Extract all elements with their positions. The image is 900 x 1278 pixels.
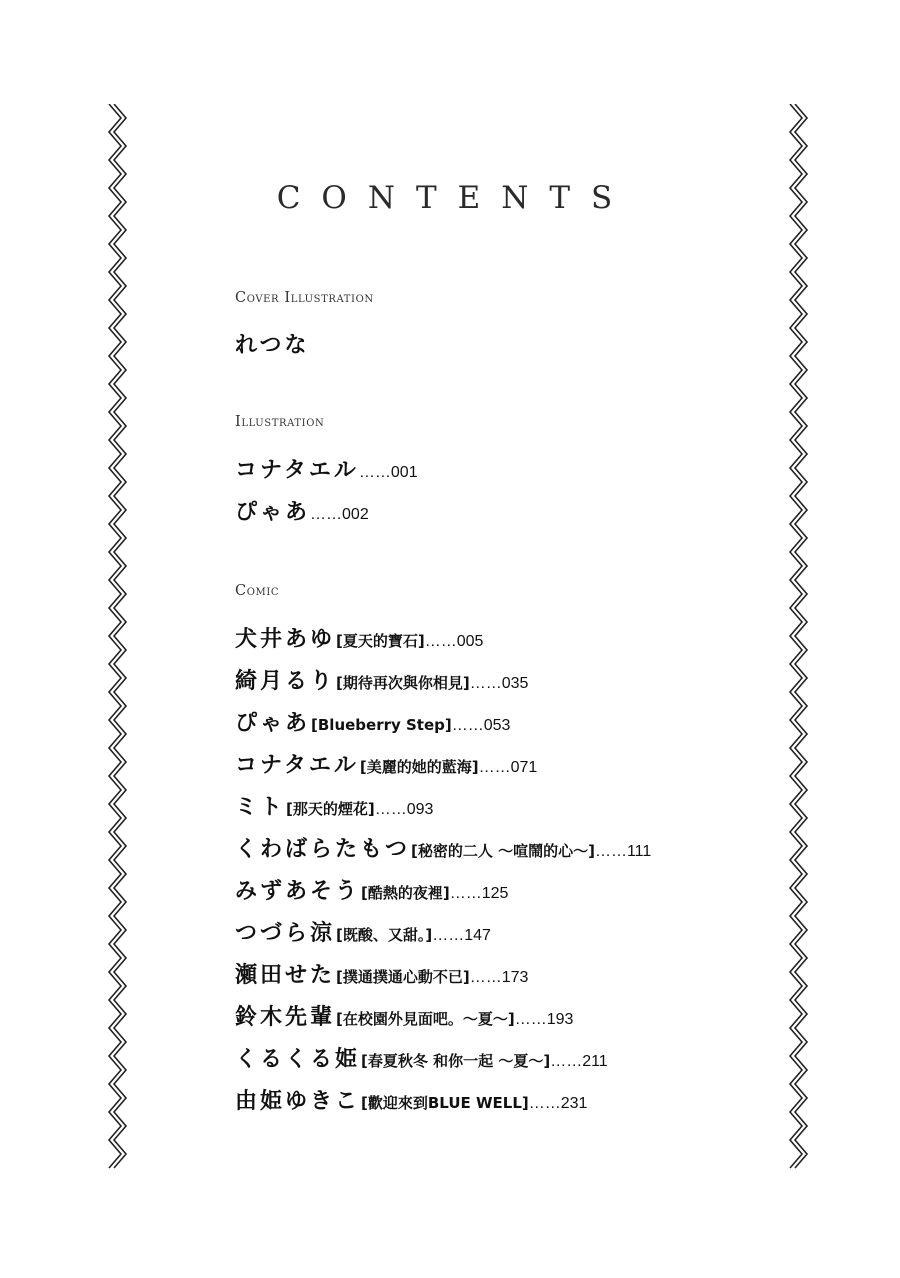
artist-name: 綺月るり: [235, 669, 336, 694]
page-number: ……005: [424, 633, 484, 650]
artist-name: ぴゃあ: [235, 711, 311, 736]
comic-entry: [235, 832, 651, 863]
page-number: ……147: [432, 927, 491, 944]
artist-name: つづら涼: [235, 921, 336, 946]
work-title: [在校園外見面吧。～夏～]: [336, 1010, 515, 1028]
illustration-entry: [235, 453, 418, 484]
page-number: ……173: [469, 969, 529, 986]
page-title: CONTENTS: [276, 180, 634, 216]
comic-entry: [235, 622, 483, 653]
comic-entry: [235, 706, 510, 737]
work-title: [春夏秋冬 和你一起 ～夏～]: [361, 1052, 551, 1070]
page-number: ……001: [358, 464, 418, 481]
work-title: [歡迎來到BLUE WELL]: [361, 1094, 529, 1112]
page-number: ……193: [514, 1011, 574, 1028]
work-title: [夏天的寶石]: [336, 632, 425, 650]
left-zigzag-border: [106, 104, 128, 1172]
comic-entry: [235, 790, 433, 821]
artist-name: ぴゃあ: [235, 500, 311, 525]
page-number: ……053: [451, 717, 511, 734]
comic-entry: [235, 748, 537, 779]
comic-entry: [235, 1042, 608, 1073]
comic-entry: [235, 916, 491, 947]
right-zigzag-border: [787, 104, 809, 1172]
artist-name: くるくる姫: [235, 1047, 361, 1072]
artist-name: 由姫ゆきこ: [235, 1089, 361, 1114]
section-label-illustration: Illustration: [235, 414, 325, 430]
work-title: [撲通撲通心動不已]: [336, 968, 470, 986]
artist-name: コナタエル: [235, 458, 359, 483]
comic-entry: [235, 1000, 573, 1031]
page-number: ……231: [528, 1095, 588, 1112]
page-number: ……093: [374, 801, 434, 818]
artist-name: ミト: [235, 795, 286, 820]
artist-name: 鈴木先輩: [235, 1005, 336, 1030]
artist-name: みずあそう: [235, 879, 361, 904]
work-title: [既酸、又甜。]: [336, 926, 433, 944]
page-number: ……125: [449, 885, 509, 902]
page-number: ……071: [478, 759, 538, 776]
comic-entry: [235, 664, 528, 695]
page-number: ……002: [310, 506, 369, 523]
work-title: [酷熱的夜裡]: [361, 884, 450, 902]
artist-name: 犬井あゆ: [235, 627, 336, 652]
work-title: [美麗的她的藍海]: [359, 758, 479, 776]
work-title: [期待再次與你相見]: [336, 674, 470, 692]
artist-name: くわばらたもつ: [235, 837, 411, 862]
artist-name: コナタエル: [235, 753, 359, 778]
illustration-entry: [235, 495, 369, 526]
comic-entry: [235, 958, 528, 989]
page-number: ……111: [594, 843, 652, 860]
page-number: ……035: [469, 675, 529, 692]
section-label-comic: Comic: [235, 583, 280, 599]
work-title: [秘密的二人 ～喧鬧的心～]: [411, 842, 595, 860]
comic-entry: [235, 874, 508, 905]
cover-illustration-entry: [235, 328, 310, 359]
work-title: [那天的煙花]: [286, 800, 375, 818]
section-label-cover-illustration: Cover Illustration: [235, 290, 374, 306]
cover-artist-name: れつな: [235, 333, 310, 358]
artist-name: 瀬田せた: [235, 963, 336, 988]
comic-entry: [235, 1084, 587, 1115]
page-number: ……211: [550, 1053, 608, 1070]
work-title: [Blueberry Step]: [311, 716, 452, 734]
